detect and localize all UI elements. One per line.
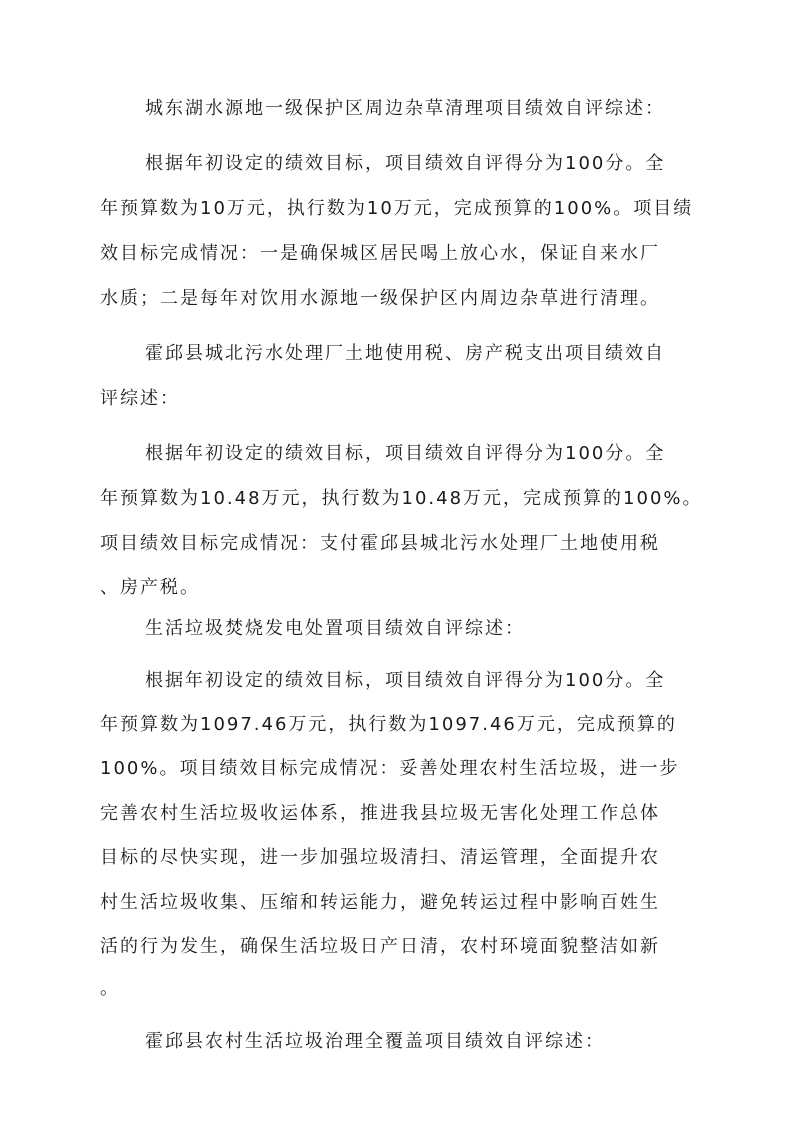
paragraph-line: 活的行为发生，确保生活垃圾日产日清，农村环境面貌整洁如新 [100, 936, 660, 957]
paragraph-line: 村生活垃圾收集、压缩和转运能力，避免转运过程中影响百姓生 [100, 892, 660, 913]
paragraph-line: 年预算数为10.48万元，执行数为10.48万元，完成预算的100%。 [100, 488, 703, 509]
paragraph-line: 根据年初设定的绩效目标，项目绩效自评得分为100分。全 [145, 670, 666, 691]
section-heading: 城东湖水源地一级保护区周边杂草清理项目绩效自评综述： [145, 98, 665, 119]
section-heading-continued: 评综述： [100, 388, 180, 409]
paragraph-line: 根据年初设定的绩效目标，项目绩效自评得分为100分。全 [145, 153, 666, 174]
paragraph-line: 目标的尽快实现，进一步加强垃圾清扫、清运管理，全面提升农 [100, 847, 660, 868]
paragraph-line: 100%。项目绩效目标完成情况：妥善处理农村生活垃圾，进一步 [100, 758, 680, 779]
paragraph-line: 根据年初设定的绩效目标，项目绩效自评得分为100分。全 [145, 443, 666, 464]
section-heading: 霍邱县农村生活垃圾治理全覆盖项目绩效自评综述： [145, 1031, 605, 1052]
paragraph-line: 年预算数为1097.46万元，执行数为1097.46万元，完成预算的 [100, 714, 677, 735]
paragraph-line: 年预算数为10万元，执行数为10万元，完成预算的100%。项目绩 [100, 198, 694, 219]
section-heading: 霍邱县城北污水处理厂土地使用税、房产税支出项目绩效自 [145, 343, 665, 364]
paragraph-line: 项目绩效目标完成情况：支付霍邱县城北污水处理厂土地使用税 [100, 533, 660, 554]
paragraph-line: 水质；二是每年对饮用水源地一级保护区内周边杂草进行清理。 [100, 288, 660, 309]
paragraph-line: 、房产税。 [100, 577, 200, 598]
paragraph-line: 完善农村生活垃圾收运体系，推进我县垃圾无害化处理工作总体 [100, 803, 660, 824]
paragraph-line: 。 [100, 978, 120, 999]
paragraph-line: 效目标完成情况：一是确保城区居民喝上放心水，保证自来水厂 [100, 243, 660, 264]
section-heading: 生活垃圾焚烧发电处置项目绩效自评综述： [145, 618, 525, 639]
